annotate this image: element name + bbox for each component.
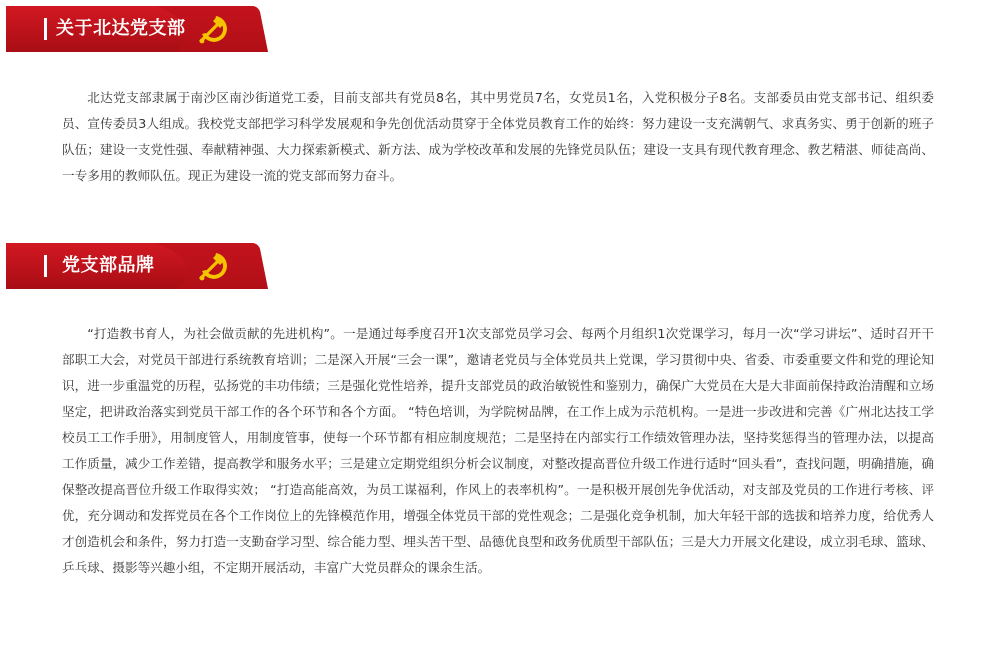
- hammer-and-sickle-icon: [196, 12, 232, 46]
- section-title: 关于北达党支部: [56, 18, 186, 39]
- section-banner-about: [6, 6, 268, 52]
- section-paragraph: “打造教书育人，为社会做贡献的先进机构”。一是通过每季度召开1次支部党员学习会、每两个月组织1次党课学习，每月一次“学习讲坛”、适时召开干部职工大会，对党员干部进行系统教育培训；二是深入开展“三会一课”，邀请老党员与全体党员共上党课，学习贯彻中央、省委、市委重要文件和党的理论知识，进一步重温党的历程，弘扬党的丰功伟绩；三是强化党性培养，提升支部党员的政治敏锐性和鉴别力，确保广大党员在大是大非面前保持政治清醒和立场坚定，把讲政治落实到党员干部工作的各个环节和各个方面。 “特色培训，为学院树品牌，在工作上成为示范机构。一是进一步改进和完善《广州北达技工学校员工工作手册》，用制度管人，用制度管事，使每一个环节都有相应制度规范；二是坚持在内部实行工作绩效管理办法，坚持奖惩得当的管理办法，以提高工作质量，减少工作差错，提高教学和服务水平；三是建立定期党组织分析会议制度，对整改提高晋位升级工作进行适时“回头看”，查找问题，明确措施，确保整改提高晋位升级工作取得实效； “打造高能高效，为员工谋福利，作风上的表率机构”。一是积极开展创先争优活动，对支部及党员的工作进行考核、评优，充分调动和发挥党员在各个工作岗位上的先锋模范作用，增强全体党员干部的党性观念；二是强化竞争机制，加大年轻干部的选拔和培养力度，给优秀人才创造机会和条件，努力打造一支勤奋学习型、综合能力型、埋头苦干型、品德优良型和政务优质型干部队伍；三是大力开展文化建设，成立羽毛球、篮球、乒乓球、摄影等兴趣小组，不定期开展活动，丰富广大党员群众的课余生活。: [62, 326, 934, 575]
- banner-accent-bar: [44, 18, 47, 40]
- banner-accent-bar: [44, 255, 47, 277]
- section-banner-brand: [6, 243, 268, 289]
- section-title: 党支部品牌: [62, 255, 155, 276]
- hammer-and-sickle-icon: [196, 249, 232, 283]
- section-paragraph: 北达党支部隶属于南沙区南沙街道党工委，目前支部共有党员8名，其中男党员7名，女党员1名，入党积极分子8名。支部委员由党支部书记、组织委员、宣传委员3人组成。我校党支部把学习科学发展观和争先创优活动贯穿于全体党员教育工作的始终：努力建设一支充满朝气、求真务实、勇于创新的班子队伍；建设一支党性强、奉献精神强、大力探索新模式、新方法、成为学校改革和发展的先锋党员队伍；建设一支具有现代教育理念、教艺精湛、师徒高尚、一专多用的教师队伍。现正为建设一流的党支部而努力奋斗。: [62, 90, 934, 183]
